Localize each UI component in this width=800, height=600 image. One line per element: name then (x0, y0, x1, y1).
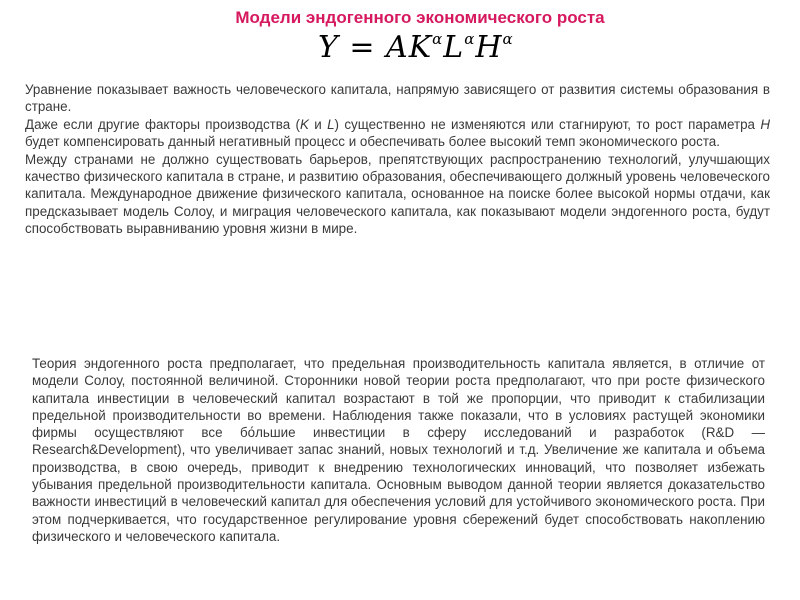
page-title: Модели эндогенного экономического роста (235, 8, 605, 27)
p2-var-l: L (327, 116, 335, 132)
paragraph-equation-importance: Уравнение показывает важность человеческого капитала, напрямую зависящего от развития системы образования в стране. (25, 82, 770, 115)
p2-part-c: ) существенно не изменяются или стагнируют, то рост параметра (334, 116, 761, 132)
p2-part-a: Даже если другие факторы производства ( (25, 116, 300, 132)
formula-a: A (386, 30, 409, 65)
text-block-equation-notes (25, 81, 770, 238)
p2-var-k: K (300, 116, 309, 132)
p2-var-h: H (760, 116, 770, 132)
text-block-theory (32, 355, 765, 545)
paragraph-endogenous-theory: Теория эндогенного роста предполагает, что предельная производительность капитала является, в отличие от модели Солоу, постоянной величиной. Сторонники новой теории роста предполагают, что при росте физического капитала инвестиции в человеческий капитал возрастают в той же пропорции, что приводит к стабилизации предельной производительности во времени. Наблюдения также показали, что в условиях растущей экономики фирмы осуществляют все бо́льшие инвестиции в сферу исследований и разработок (R&D — Research&Development), что увеличивает запас знаний, новых технологий и т.д. Увеличение же капитала и объема производства, в свою очередь, приводит к внедрению технологических инноваций, что позволяет избежать убывания предельной производительности капитала. Основным выводом данной теории является доказательство важности инвестиций в человеческий капитал для обеспечения условий для устойчивого экономического роста. При этом подчеркивается, что государственное регулирование уровня сбережений будет способствовать накоплению физического и человеческого капитала. (32, 356, 765, 544)
p2-part-b: и (308, 116, 328, 132)
paragraph-barriers: Между странами не должно существовать барьеров, препятствующих распространению технологий, улучшающих качество физического капитала в стране, и развитию образования, обеспечивающего должный уровень человеческого капитала. Международное движение физического капитала, основанное на поиске более высокой нормы отдачи, как предсказывает модель Солоу, и миграция человеческого капитала, как показывают модели эндогенного роста, будут способствовать выравниванию уровня жизни в мире. (25, 151, 770, 237)
formula-exp-h: α (502, 30, 514, 48)
formula-exp-k: α (432, 30, 444, 48)
formula-exp-l: α (464, 30, 476, 48)
formula-y: Y (318, 30, 339, 65)
p2-part-d: будет компенсировать данный негативный процесс и обеспечивать более высокий темп экономического роста. (25, 134, 720, 150)
formula-k: K (408, 30, 433, 65)
growth-formula (318, 30, 514, 70)
formula-l: L (443, 30, 465, 65)
formula-equals: = (349, 30, 376, 65)
paragraph-other-factors (25, 116, 770, 151)
formula-h: H (475, 30, 503, 65)
